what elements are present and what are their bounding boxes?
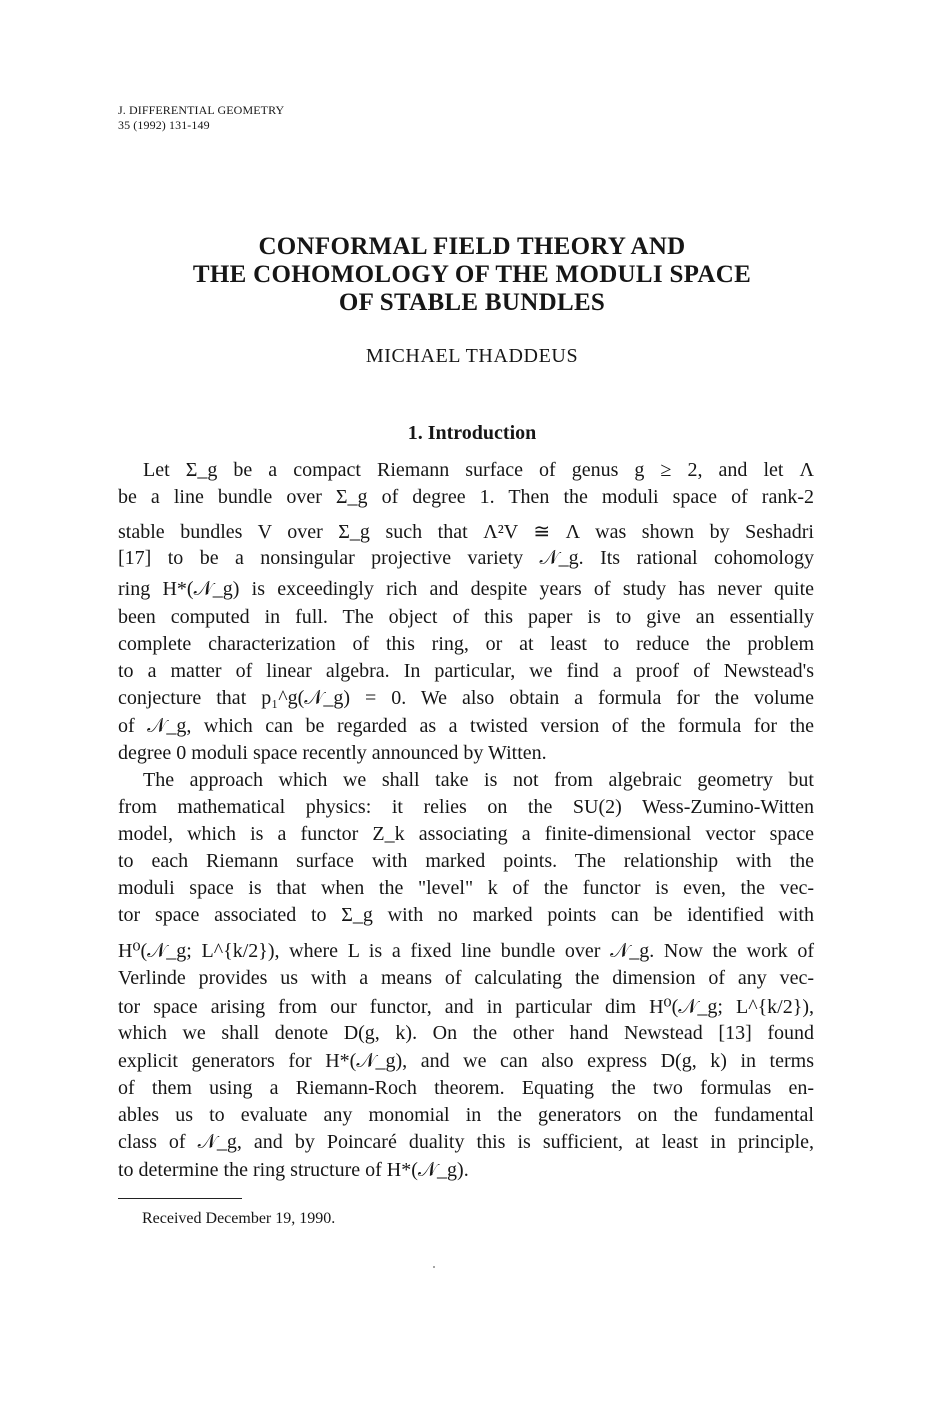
body-line: The approach which we shall take is not from algebraic geometry but — [143, 769, 814, 791]
body-line: [17] to be a nonsingular projective variety 𝒩_g. Its rational cohomology — [118, 547, 814, 569]
body-line: H⁰(𝒩_g; L^{k/2}), where L is a fixed line bundle over 𝒩_g. Now the work of — [118, 940, 814, 962]
body-line: of 𝒩_g, which can be regarded as a twisted version of the formula for the — [118, 715, 814, 737]
body-line: of them using a Riemann-Roch theorem. Equating the two formulas en- — [118, 1077, 814, 1099]
body-line: been computed in full. The object of this paper is to give an essentially — [118, 606, 814, 628]
author-name: MICHAEL THADDEUS — [365, 345, 579, 367]
footnote-rule — [118, 1198, 242, 1199]
body-line: ables us to evaluate any monomial in the generators on the fundamental — [118, 1104, 814, 1126]
journal-header — [118, 103, 284, 133]
body-line: Verlinde provides us with a means of calculating the dimension of any vec- — [118, 967, 814, 989]
body-line: to each Riemann surface with marked points. The relationship with the — [118, 850, 814, 872]
body-line: ring H*(𝒩_g) is exceedingly rich and despite years of study has never quite — [118, 578, 814, 600]
body-line: to determine the ring structure of H*(𝒩_g). — [118, 1159, 469, 1181]
body-line: be a line bundle over Σ_g of degree 1. Then the moduli space of rank-2 — [118, 486, 814, 508]
body-line: class of 𝒩_g, and by Poincaré duality this is sufficient, at least in principle, — [118, 1131, 814, 1153]
paper-title — [0, 233, 944, 317]
title-line-3: OF STABLE BUNDLES — [338, 289, 606, 316]
body-line: degree 0 moduli space recently announced by Witten. — [118, 742, 547, 764]
title-line-2: THE COHOMOLOGY OF THE MODULI SPACE — [192, 261, 752, 288]
body-line: complete characterization of this ring, or at least to reduce the problem — [118, 633, 814, 655]
body-line: tor space associated to Σ_g with no marked points can be identified with — [118, 904, 814, 926]
body-line: which we shall denote D(g, k). On the other hand Newstead [13] found — [118, 1022, 814, 1044]
journal-volume: 35 (1992) 131-149 — [118, 118, 210, 132]
scan-speck — [433, 1266, 435, 1268]
body-line: moduli space is that when the "level" k of the functor is even, the vec- — [118, 877, 814, 899]
footnote-received: Received December 19, 1990. — [142, 1210, 336, 1227]
body-line: from mathematical physics: it relies on the SU(2) Wess-Zumino-Witten — [118, 796, 814, 818]
body-line: tor space arising from our functor, and in particular dim H⁰(𝒩_g; L^{k/2}), — [118, 996, 814, 1018]
body-line: stable bundles V over Σ_g such that Λ²V ≅ Λ was shown by Seshadri — [118, 521, 814, 543]
journal-name: J. DIFFERENTIAL GEOMETRY — [118, 103, 285, 117]
body-line: to a matter of linear algebra. In particular, we find a proof of Newstead's — [118, 660, 814, 682]
body-line: Let Σ_g be a compact Riemann surface of genus g ≥ 2, and let Λ — [143, 459, 814, 481]
section-heading: 1. Introduction — [407, 422, 537, 444]
body-line: explicit generators for H*(𝒩_g), and we can also express D(g, k) in terms — [118, 1050, 814, 1072]
title-line-1: CONFORMAL FIELD THEORY AND — [258, 233, 686, 260]
body-line: model, which is a functor Z_k associating a finite-dimensional vector space — [118, 823, 814, 845]
body-line: conjecture that p₁^g(𝒩_g) = 0. We also obtain a formula for the volume — [118, 687, 814, 709]
